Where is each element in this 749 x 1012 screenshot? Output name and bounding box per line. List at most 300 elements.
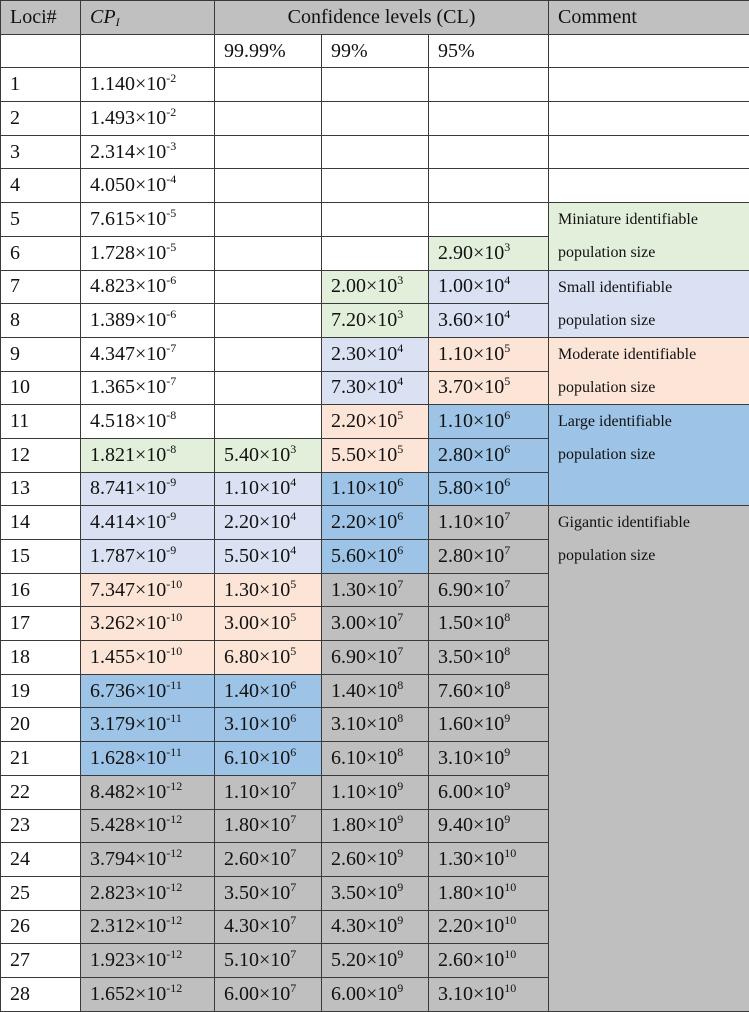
comment-line: population size	[558, 311, 656, 329]
cp-cell-mantissa: 2.823×10	[90, 881, 167, 904]
cp-cell-mantissa: 4.050×10	[90, 174, 167, 197]
cl-99-cell-mantissa: 5.20×10	[331, 949, 398, 972]
cl-99-cell	[322, 102, 429, 136]
cl-9999-cell	[215, 809, 322, 843]
cp-cell-exponent: -9	[166, 509, 177, 524]
cp-cell-exponent: -11	[166, 677, 182, 692]
cl-95-cell	[429, 674, 549, 708]
cl-95-cell-exponent: 10	[504, 846, 517, 861]
cl-99-cell-mantissa: 2.20×10	[331, 511, 398, 534]
cp-cell	[81, 304, 215, 338]
header-cp-main: CP	[90, 5, 116, 28]
cl-95-cell	[429, 876, 549, 910]
cp-cell-mantissa: 3.179×10	[90, 713, 167, 736]
cl-9999-cell-mantissa: 6.80×10	[224, 645, 291, 668]
cp-cell	[81, 641, 215, 675]
table-row	[1, 169, 749, 203]
cl-99-cell	[322, 809, 429, 843]
cl-9999-cell-mantissa: 3.00×10	[224, 612, 291, 635]
cl-99-cell-exponent: 9	[397, 778, 404, 793]
cl-9999-cell-exponent: 7	[290, 947, 297, 962]
cl-9999-cell	[215, 573, 322, 607]
locus-cell: 26	[1, 910, 81, 944]
comment-cell-empty	[549, 102, 749, 136]
cl-99-cell-exponent: 6	[397, 475, 404, 490]
cl-9999-cell-mantissa: 3.10×10	[224, 713, 291, 736]
header-confidence-levels: Confidence levels (CL)	[215, 1, 549, 35]
cl-95-cell	[429, 68, 549, 102]
cl-99-cell-exponent: 9	[397, 879, 404, 894]
cp-cell-mantissa: 4.823×10	[90, 275, 167, 298]
cl-99-cell-mantissa: 1.40×10	[331, 679, 398, 702]
cl-9999-cell-mantissa: 5.10×10	[224, 949, 291, 972]
cl-99-cell-mantissa: 4.30×10	[331, 915, 398, 938]
cl-95-cell-exponent: 4	[504, 307, 511, 322]
cl-9999-cell-mantissa: 1.10×10	[224, 780, 291, 803]
cl-99-cell-exponent: 3	[397, 273, 404, 288]
cp-cell-exponent: -12	[166, 812, 183, 827]
cl-99-cell-mantissa: 2.60×10	[331, 848, 398, 871]
cl-95-cell-exponent: 9	[504, 744, 511, 759]
comment-line: Gigantic identifiable	[558, 514, 690, 532]
locus-cell: 11	[1, 405, 81, 439]
cl-95-cell-exponent: 4	[504, 273, 511, 288]
cl-95-cell-mantissa: 1.10×10	[438, 342, 505, 365]
locus-cell: 25	[1, 876, 81, 910]
cl-9999-cell-exponent: 4	[290, 509, 297, 524]
cp-cell-exponent: -7	[166, 340, 177, 355]
cp-cell	[81, 135, 215, 169]
cl-95-cell	[429, 169, 549, 203]
cl-9999-cell-mantissa: 5.50×10	[224, 544, 291, 567]
cp-cell	[81, 843, 215, 877]
cl-99-cell-exponent: 9	[397, 947, 404, 962]
cl-95-cell-mantissa: 1.10×10	[438, 511, 505, 534]
cl-95-cell-exponent: 6	[504, 475, 511, 490]
subheader-empty-cp	[81, 34, 215, 68]
cl-95-cell	[429, 438, 549, 472]
cp-cell-mantissa: 1.652×10	[90, 982, 167, 1005]
table-body	[1, 1, 749, 1012]
cl-95-cell-exponent: 6	[504, 441, 511, 456]
header-loci: Loci#	[1, 1, 81, 35]
cl-95-cell-exponent: 10	[504, 913, 517, 928]
cl-99-cell-exponent: 8	[397, 744, 404, 759]
cl-95-cell-exponent: 7	[504, 576, 511, 591]
cp-cell-mantissa: 6.736×10	[90, 679, 167, 702]
cl-9999-cell	[215, 742, 322, 776]
cl-9999-cell	[215, 607, 322, 641]
cl-99-cell-mantissa: 1.30×10	[331, 578, 398, 601]
cp-cell	[81, 102, 215, 136]
cl-95-cell-mantissa: 9.40×10	[438, 814, 505, 837]
cl-99-cell-mantissa: 2.20×10	[331, 410, 398, 433]
cl-95-cell	[429, 708, 549, 742]
cl-95-cell-exponent: 5	[504, 374, 511, 389]
cl-subheader-row	[1, 34, 749, 68]
cl-99-cell-mantissa: 3.10×10	[331, 713, 398, 736]
cl-9999-cell-exponent: 7	[290, 778, 297, 793]
cl-99-cell	[322, 876, 429, 910]
header-cp-subscript: I	[115, 14, 120, 29]
cl-99-cell	[322, 843, 429, 877]
cl-95-cell-mantissa: 6.90×10	[438, 578, 505, 601]
cl-99-cell-exponent: 6	[397, 542, 404, 557]
cl-95-cell-exponent: 6	[504, 408, 511, 423]
locus-cell: 15	[1, 540, 81, 574]
cl-9999-cell	[215, 977, 322, 1011]
cl-95-cell-mantissa: 3.10×10	[438, 982, 505, 1005]
cl-95-cell-exponent: 10	[504, 879, 517, 894]
cl-9999-cell-exponent: 6	[290, 744, 297, 759]
cl-9999-cell	[215, 506, 322, 540]
cl-9999-cell-mantissa: 4.30×10	[224, 915, 291, 938]
cp-cell	[81, 371, 215, 405]
cl-99-cell-mantissa: 1.10×10	[331, 477, 398, 500]
cl-9999-cell	[215, 304, 322, 338]
cl-9999-cell-exponent: 6	[290, 677, 297, 692]
cl-95-cell	[429, 641, 549, 675]
cp-cell-mantissa: 7.615×10	[90, 207, 167, 230]
cp-cell	[81, 337, 215, 371]
cl-99-cell-mantissa: 5.60×10	[331, 544, 398, 567]
cp-cell-mantissa: 4.347×10	[90, 342, 167, 365]
locus-cell: 12	[1, 438, 81, 472]
cp-cell	[81, 236, 215, 270]
cl-95-cell-exponent: 3	[504, 239, 511, 254]
cp-cell-exponent: -12	[166, 879, 183, 894]
comment-line: Large identifiable	[558, 413, 672, 431]
cl-95-cell-exponent: 8	[504, 643, 511, 658]
comment-cell	[549, 203, 749, 270]
cl-9999-cell-exponent: 7	[290, 846, 297, 861]
cl-9999-cell-mantissa: 5.40×10	[224, 443, 291, 466]
cl-9999-cell-mantissa: 1.30×10	[224, 578, 291, 601]
locus-cell: 19	[1, 674, 81, 708]
locus-cell: 18	[1, 641, 81, 675]
table-row	[1, 203, 749, 237]
cl-9999-cell	[215, 236, 322, 270]
comment-cell-empty	[549, 135, 749, 169]
cl-99-cell	[322, 236, 429, 270]
cp-cell-mantissa: 3.262×10	[90, 612, 167, 635]
cl-99-cell-exponent: 8	[397, 677, 404, 692]
cl-9999-cell-mantissa: 6.10×10	[224, 746, 291, 769]
cp-cell	[81, 169, 215, 203]
cl-99-cell	[322, 910, 429, 944]
table-row	[1, 270, 749, 304]
cp-cell-exponent: -11	[166, 711, 182, 726]
cp-cell-exponent: -12	[166, 778, 183, 793]
table-row	[1, 102, 749, 136]
cl-9999-cell	[215, 203, 322, 237]
cp-cell	[81, 944, 215, 978]
cl-9999-cell-exponent: 7	[290, 879, 297, 894]
cl-9999-cell-exponent: 3	[290, 441, 297, 456]
cl-9999-cell-exponent: 7	[290, 913, 297, 928]
cl-9999-cell	[215, 438, 322, 472]
cl-9999-cell-exponent: 5	[290, 643, 297, 658]
locus-cell: 2	[1, 102, 81, 136]
cp-cell-mantissa: 1.365×10	[90, 376, 167, 399]
cl-95-cell-mantissa: 7.60×10	[438, 679, 505, 702]
locus-cell: 23	[1, 809, 81, 843]
cl-99-cell	[322, 708, 429, 742]
cl-99-cell-mantissa: 6.90×10	[331, 645, 398, 668]
cp-cell-mantissa: 1.821×10	[90, 443, 167, 466]
comment-cell-empty	[549, 68, 749, 102]
cl-9999-cell	[215, 68, 322, 102]
cl-9999-cell-exponent: 7	[290, 812, 297, 827]
cl-99-cell	[322, 742, 429, 776]
cl-9999-cell-mantissa: 1.80×10	[224, 814, 291, 837]
cp-cell-exponent: -5	[166, 239, 177, 254]
locus-cell: 5	[1, 203, 81, 237]
cl-9999-cell-exponent: 4	[290, 475, 297, 490]
cl-95-cell	[429, 910, 549, 944]
cl-99-cell-mantissa: 6.00×10	[331, 982, 398, 1005]
cl-99-cell	[322, 977, 429, 1011]
subheader-cl-99: 99%	[322, 34, 429, 68]
cl-95-cell-exponent: 7	[504, 542, 511, 557]
cl-9999-cell	[215, 944, 322, 978]
cl-99-cell	[322, 270, 429, 304]
cp-cell-mantissa: 4.518×10	[90, 410, 167, 433]
cp-cell	[81, 68, 215, 102]
cl-99-cell	[322, 68, 429, 102]
locus-cell: 27	[1, 944, 81, 978]
cl-99-cell	[322, 540, 429, 574]
cl-99-cell-exponent: 7	[397, 610, 404, 625]
cl-99-cell-exponent: 6	[397, 509, 404, 524]
cl-95-cell	[429, 304, 549, 338]
cp-cell-exponent: -12	[166, 846, 183, 861]
cp-cell	[81, 809, 215, 843]
cp-cell	[81, 708, 215, 742]
cl-95-cell-exponent: 9	[504, 778, 511, 793]
cl-95-cell-exponent: 9	[504, 711, 511, 726]
cp-cell-exponent: -11	[166, 744, 182, 759]
cp-cell-mantissa: 3.794×10	[90, 848, 167, 871]
cl-9999-cell-mantissa: 6.00×10	[224, 982, 291, 1005]
cp-cell-exponent: -6	[166, 273, 177, 288]
cl-95-cell	[429, 809, 549, 843]
cp-cell-exponent: -8	[166, 441, 177, 456]
cl-95-cell-mantissa: 1.30×10	[438, 848, 505, 871]
cl-9999-cell	[215, 843, 322, 877]
cl-95-cell	[429, 270, 549, 304]
cp-cell-mantissa: 7.347×10	[90, 578, 167, 601]
cl-99-cell-exponent: 9	[397, 812, 404, 827]
header-comment: Comment	[549, 1, 749, 35]
cp-cell	[81, 405, 215, 439]
locus-cell: 20	[1, 708, 81, 742]
table-row	[1, 405, 749, 439]
cp-cell	[81, 977, 215, 1011]
cp-cell	[81, 270, 215, 304]
subheader-empty-loci	[1, 34, 81, 68]
cp-cell	[81, 203, 215, 237]
cl-95-cell	[429, 236, 549, 270]
cl-9999-cell-exponent: 6	[290, 711, 297, 726]
cl-95-cell-mantissa: 1.50×10	[438, 612, 505, 635]
cl-95-cell	[429, 843, 549, 877]
cp-cell-exponent: -10	[166, 643, 183, 658]
cl-99-cell-exponent: 3	[397, 307, 404, 322]
cl-95-cell-mantissa: 2.20×10	[438, 915, 505, 938]
cl-95-cell-exponent: 10	[504, 947, 517, 962]
cp-cell	[81, 438, 215, 472]
comment-line: Small identifiable	[558, 278, 673, 296]
cl-95-cell	[429, 135, 549, 169]
cl-99-cell-exponent: 8	[397, 711, 404, 726]
cp-cell-mantissa: 1.389×10	[90, 309, 167, 332]
comment-line: population size	[558, 378, 656, 396]
cl-95-cell-mantissa: 3.70×10	[438, 376, 505, 399]
cl-99-cell-exponent: 9	[397, 913, 404, 928]
cl-95-cell-mantissa: 6.00×10	[438, 780, 505, 803]
cp-cell-mantissa: 1.455×10	[90, 645, 167, 668]
comment-line: population size	[558, 244, 656, 262]
cp-cell-exponent: -9	[166, 475, 177, 490]
cp-cell-exponent: -2	[166, 104, 177, 119]
cp-cell	[81, 910, 215, 944]
cl-95-cell-exponent: 10	[504, 980, 517, 995]
cp-cell-exponent: -6	[166, 307, 177, 322]
cl-95-cell-exponent: 8	[504, 677, 511, 692]
locus-cell: 1	[1, 68, 81, 102]
cl-9999-cell	[215, 135, 322, 169]
cl-99-cell	[322, 337, 429, 371]
table-row	[1, 337, 749, 371]
cl-95-cell-mantissa: 2.90×10	[438, 241, 505, 264]
cl-9999-cell	[215, 641, 322, 675]
comment-cell	[549, 337, 749, 404]
locus-cell: 21	[1, 742, 81, 776]
cp-cell	[81, 876, 215, 910]
cl-99-cell-exponent: 4	[397, 374, 404, 389]
cl-9999-cell-exponent: 5	[290, 576, 297, 591]
cl-99-cell	[322, 775, 429, 809]
cp-cell	[81, 573, 215, 607]
cl-9999-cell-exponent: 7	[290, 980, 297, 995]
comment-line: population size	[558, 547, 656, 565]
comment-cell-empty	[549, 169, 749, 203]
cp-cell-exponent: -12	[166, 980, 183, 995]
cl-9999-cell-exponent: 5	[290, 610, 297, 625]
cl-99-cell	[322, 674, 429, 708]
cp-cell-exponent: -3	[166, 138, 177, 153]
cl-99-cell-mantissa: 7.20×10	[331, 309, 398, 332]
cp-cell-mantissa: 1.923×10	[90, 949, 167, 972]
cl-95-cell	[429, 977, 549, 1011]
cl-99-cell	[322, 405, 429, 439]
cp-cell-exponent: -2	[166, 71, 177, 86]
cl-95-cell	[429, 944, 549, 978]
cl-95-cell-mantissa: 3.10×10	[438, 746, 505, 769]
cl-95-cell-exponent: 9	[504, 812, 511, 827]
cl-95-cell-mantissa: 5.80×10	[438, 477, 505, 500]
cl-9999-cell-exponent: 4	[290, 542, 297, 557]
cl-99-cell	[322, 304, 429, 338]
cl-95-cell-exponent: 5	[504, 340, 511, 355]
cl-9999-cell	[215, 674, 322, 708]
cl-99-cell-exponent: 9	[397, 846, 404, 861]
cl-95-cell	[429, 506, 549, 540]
cl-95-cell-mantissa: 1.10×10	[438, 410, 505, 433]
subheader-cl-9999: 99.99%	[215, 34, 322, 68]
cl-95-cell	[429, 337, 549, 371]
cl-95-cell-mantissa: 3.60×10	[438, 309, 505, 332]
cl-95-cell-exponent: 8	[504, 610, 511, 625]
cl-95-cell-mantissa: 3.50×10	[438, 645, 505, 668]
cl-95-cell	[429, 540, 549, 574]
comment-line: population size	[558, 446, 656, 464]
locus-cell: 4	[1, 169, 81, 203]
table-row	[1, 135, 749, 169]
locus-cell: 8	[1, 304, 81, 338]
cp-cell	[81, 775, 215, 809]
cl-9999-cell-mantissa: 1.10×10	[224, 477, 291, 500]
cl-9999-cell	[215, 775, 322, 809]
cp-cell-mantissa: 2.314×10	[90, 140, 167, 163]
cl-99-cell	[322, 944, 429, 978]
cp-cell-exponent: -10	[166, 576, 183, 591]
cl-95-cell	[429, 405, 549, 439]
cl-9999-cell-mantissa: 3.50×10	[224, 881, 291, 904]
cl-95-cell-mantissa: 2.80×10	[438, 544, 505, 567]
comment-line: Moderate identifiable	[558, 345, 697, 363]
cl-99-cell	[322, 641, 429, 675]
cl-9999-cell	[215, 910, 322, 944]
cl-9999-cell	[215, 405, 322, 439]
cl-95-cell-mantissa: 2.60×10	[438, 949, 505, 972]
cp-cell	[81, 742, 215, 776]
cl-95-cell	[429, 742, 549, 776]
cl-95-cell-mantissa: 1.60×10	[438, 713, 505, 736]
cl-9999-cell	[215, 472, 322, 506]
cl-99-cell-mantissa: 2.00×10	[331, 275, 398, 298]
subheader-empty-comment	[549, 34, 749, 68]
locus-cell: 22	[1, 775, 81, 809]
cl-95-cell	[429, 775, 549, 809]
cp-cell-exponent: -7	[166, 374, 177, 389]
cp-cell-exponent: -8	[166, 408, 177, 423]
cp-cell-exponent: -12	[166, 913, 183, 928]
cl-9999-cell	[215, 337, 322, 371]
cl-99-cell	[322, 573, 429, 607]
cl-99-cell-mantissa: 7.30×10	[331, 376, 398, 399]
cp-cell-mantissa: 4.414×10	[90, 511, 167, 534]
locus-cell: 17	[1, 607, 81, 641]
cp-cell-mantissa: 8.482×10	[90, 780, 167, 803]
table-row	[1, 506, 749, 540]
locus-cell: 24	[1, 843, 81, 877]
cp-cell-exponent: -5	[166, 205, 177, 220]
cl-9999-cell	[215, 371, 322, 405]
locus-cell: 3	[1, 135, 81, 169]
locus-cell: 13	[1, 472, 81, 506]
cp-cell	[81, 506, 215, 540]
cp-cell-mantissa: 2.312×10	[90, 915, 167, 938]
cl-95-cell-mantissa: 2.80×10	[438, 443, 505, 466]
cl-9999-cell	[215, 540, 322, 574]
cl-9999-cell-mantissa: 2.60×10	[224, 848, 291, 871]
cp-cell-mantissa: 1.787×10	[90, 544, 167, 567]
cl-95-cell-mantissa: 1.00×10	[438, 275, 505, 298]
cl-99-cell-exponent: 9	[397, 980, 404, 995]
cp-cell-exponent: -10	[166, 610, 183, 625]
